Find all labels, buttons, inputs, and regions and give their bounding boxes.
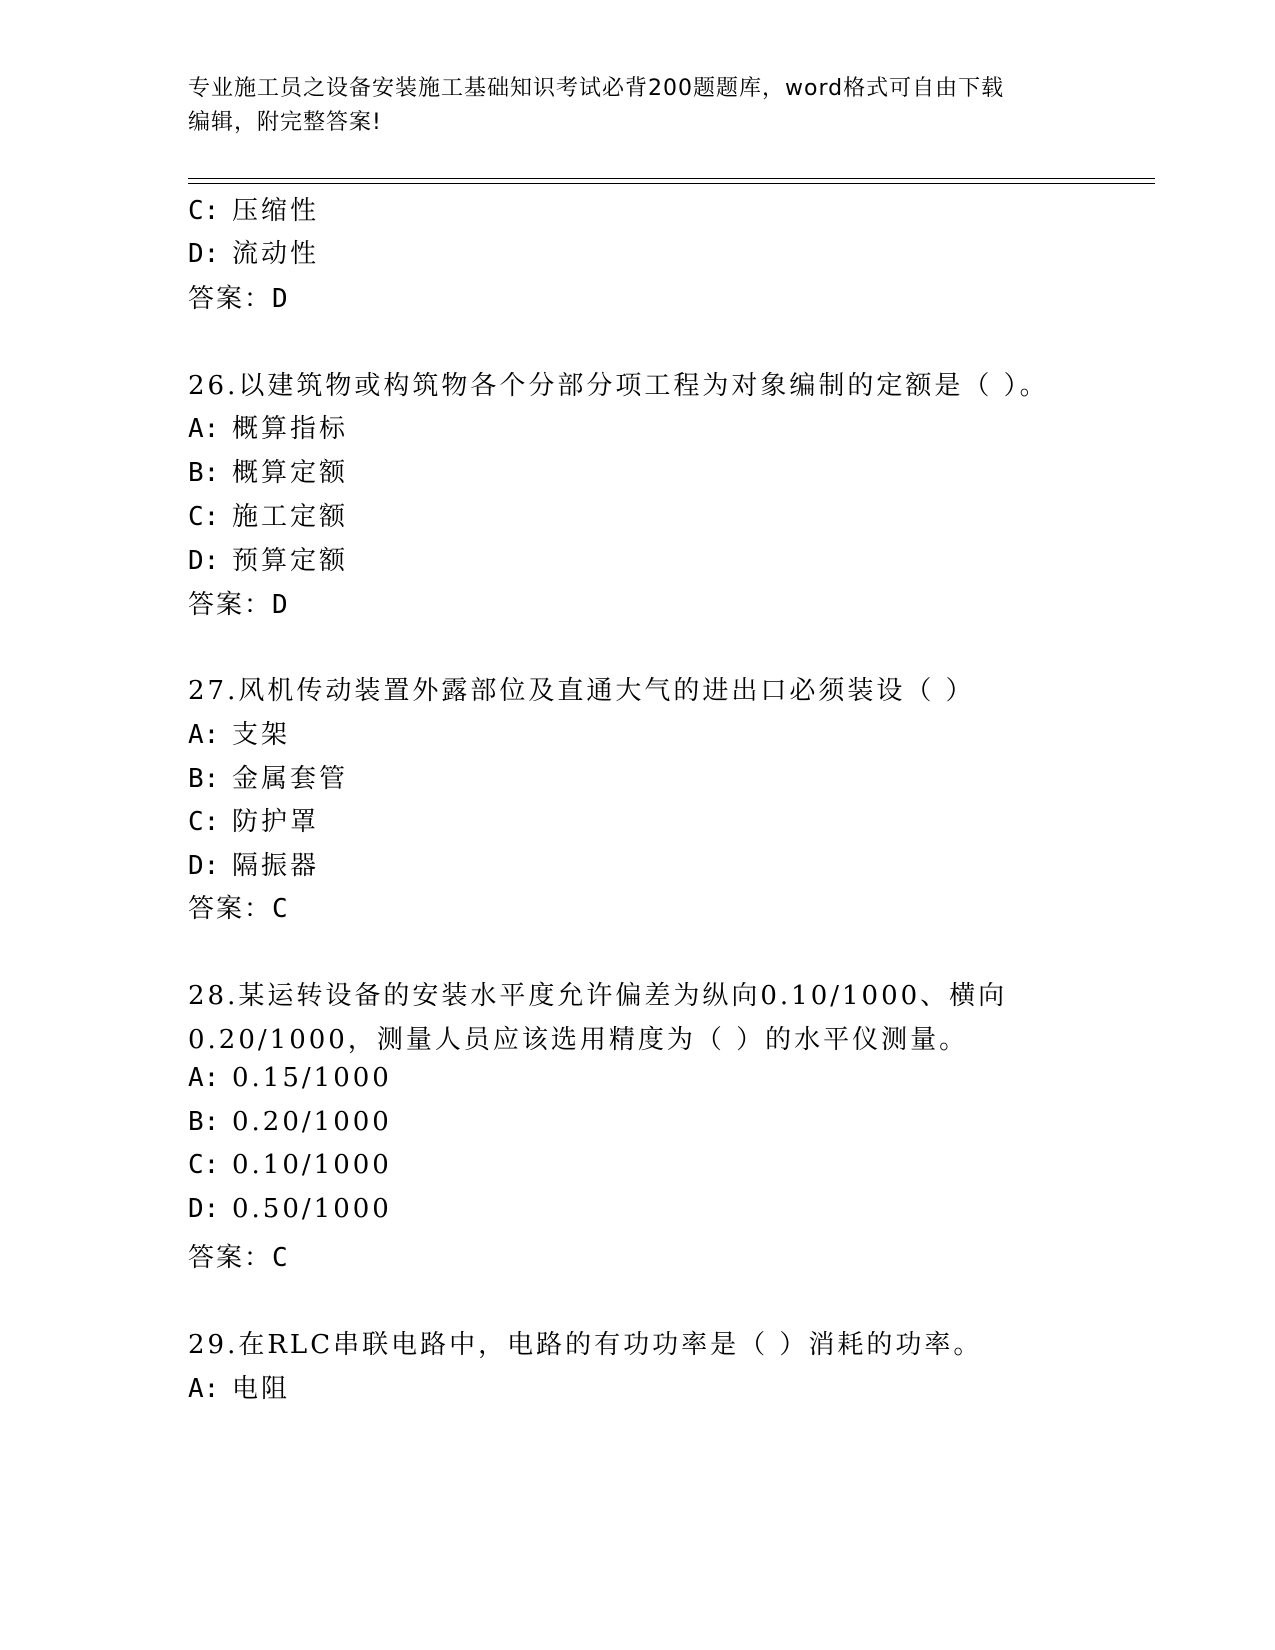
option-line (188, 408, 348, 445)
question-text: 27.风机传动装置外露部位及直通大气的进出口必须装设（ ） (188, 676, 975, 706)
option-line (188, 1063, 392, 1093)
option-label: C: (188, 502, 220, 532)
answer-value: D (272, 590, 290, 620)
question-text-continued: 0.20/1000，测量人员应该选用精度为（ ）的水平仪测量。 (188, 1025, 969, 1055)
option-label: D: (188, 851, 220, 881)
option-text: 0.15/1000 (232, 1063, 392, 1093)
answer-label: 答案： (188, 284, 273, 314)
option-line (188, 496, 348, 533)
header-line-1: 专业施工员之设备安装施工基础知识考试必背200题题库，word格式可自由下载 (188, 76, 1005, 101)
option-text: 0.50/1000 (232, 1194, 392, 1224)
option-text: 支架 (232, 720, 291, 750)
option-line (188, 1150, 392, 1180)
option-line (188, 1194, 392, 1224)
option-label: C: (188, 1150, 220, 1180)
header-line-2: 编辑，附完整答案! (188, 110, 382, 135)
answer-line (188, 888, 290, 925)
option-text: 0.10/1000 (232, 1150, 392, 1180)
option-line (188, 540, 348, 577)
option-line (188, 758, 348, 795)
option-label: C: (188, 807, 220, 837)
answer-value: C (272, 894, 290, 924)
option-label: B: (188, 764, 220, 794)
option-line (188, 1107, 392, 1137)
option-label: B: (188, 1107, 220, 1137)
option-label: B: (188, 458, 220, 488)
answer-line (188, 584, 290, 621)
option-text: 隔振器 (232, 851, 320, 881)
answer-label: 答案： (188, 1243, 273, 1273)
option-label: A: (188, 720, 220, 750)
option-label: D: (188, 1194, 220, 1224)
option-text: 防护罩 (232, 807, 320, 837)
option-text: 预算定额 (232, 546, 349, 576)
option-text: 金属套管 (232, 764, 349, 794)
option-text: 概算指标 (232, 414, 349, 444)
header-divider-bottom (188, 183, 1155, 184)
answer-label: 答案： (188, 590, 273, 620)
answer-line (188, 1237, 290, 1274)
option-text: 电阻 (232, 1374, 291, 1404)
option-text: 流动性 (232, 239, 320, 269)
option-text: 压缩性 (232, 196, 320, 226)
option-line (188, 714, 290, 751)
document-header (188, 72, 1088, 140)
question-text: 26.以建筑物或构筑物各个分部分项工程为对象编制的定额是（ ）。 (188, 371, 1049, 401)
option-line (188, 1368, 290, 1405)
option-label: A: (188, 414, 220, 444)
answer-line (188, 278, 290, 315)
option-line (188, 233, 319, 270)
option-label: D: (188, 239, 220, 269)
question-text: 28.某运转设备的安装水平度允许偏差为纵向0.10/1000、横向 (188, 981, 1008, 1011)
option-line (188, 190, 319, 227)
option-line (188, 845, 319, 882)
option-text: 概算定额 (232, 458, 349, 488)
option-label: A: (188, 1374, 220, 1404)
option-label: C: (188, 196, 220, 226)
option-text: 施工定额 (232, 502, 349, 532)
option-label: D: (188, 546, 220, 576)
question-text: 29.在RLC串联电路中，电路的有功功率是（ ）消耗的功率。 (188, 1330, 983, 1360)
option-label: A: (188, 1063, 220, 1093)
option-line (188, 452, 348, 489)
option-line (188, 801, 319, 838)
option-text: 0.20/1000 (232, 1107, 392, 1137)
header-divider-top (188, 178, 1155, 179)
answer-value: D (272, 284, 290, 314)
answer-value: C (272, 1243, 290, 1273)
answer-label: 答案： (188, 894, 273, 924)
